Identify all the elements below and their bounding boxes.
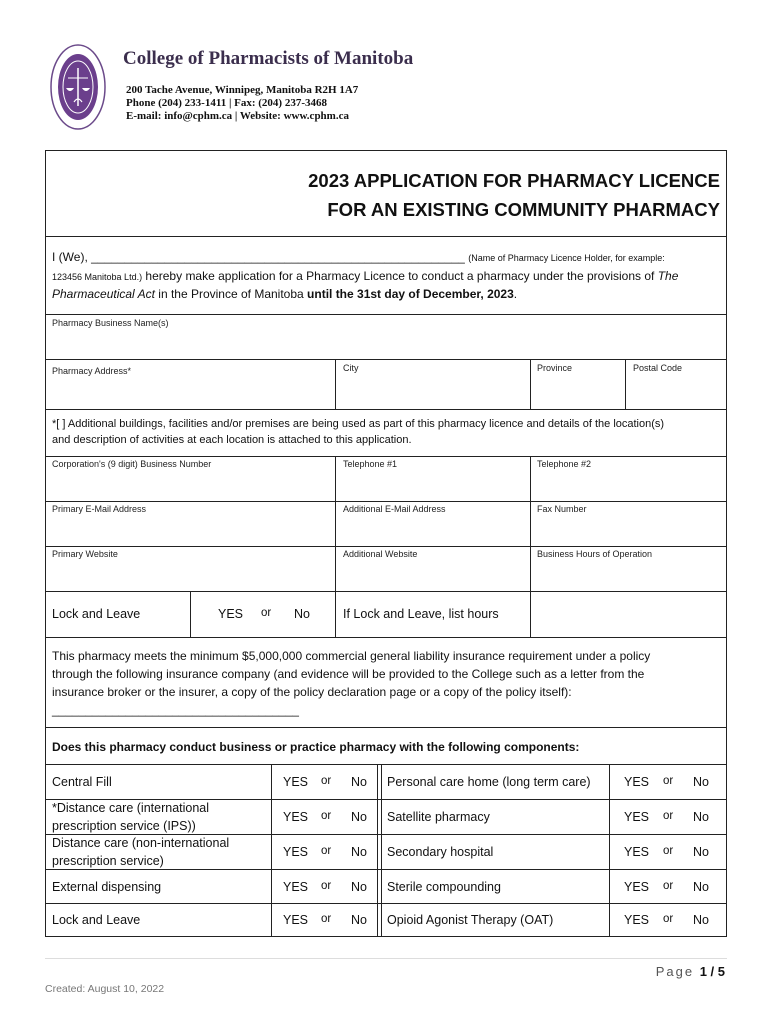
component-lock-leave-yes[interactable]: YES <box>283 913 309 927</box>
component-distance-care-ips: *Distance care (international <box>52 801 210 815</box>
secondary-hospital-no[interactable]: No <box>693 845 709 859</box>
insurance-line3: insurance broker or the insurer, a copy of the policy declaration page or a copy of the policy itself): <box>52 685 572 699</box>
form-title-line2: FOR AN EXISTING COMMUNITY PHARMACY <box>327 199 720 220</box>
satellite-pharmacy-no[interactable]: No <box>693 810 709 824</box>
intro-line1: I (We), ________________________________________________________ (Name of Pharmacy Licence Holder, for example: <box>52 250 665 264</box>
component-external-dispensing: External dispensing <box>52 880 162 894</box>
fax-label: Fax Number <box>537 504 587 514</box>
org-address: 200 Tache Avenue, Winnipeg, Manitoba R2H 1A7 <box>126 84 359 96</box>
component-personal-care-home: Personal care home (long term care) <box>387 775 591 789</box>
component-secondary-hospital: Secondary hospital <box>387 845 494 859</box>
lock-leave-no[interactable]: No <box>294 607 310 621</box>
divider <box>45 236 727 237</box>
created-date: Created: August 10, 2022 <box>45 983 165 995</box>
lock-hours-label: If Lock and Leave, list hours <box>343 607 499 621</box>
intro-line2: 123456 Manitoba Ltd.) hereby make application for a Pharmacy Licence to conduct a pharmacy under the provisions of The <box>52 269 679 283</box>
business-hours-label: Business Hours of Operation <box>537 549 653 559</box>
address-label: Pharmacy Address* <box>52 366 132 376</box>
distance-care-non-intl-yes[interactable]: YES <box>283 845 309 859</box>
lock-leave-yes[interactable]: YES <box>218 607 244 621</box>
website1-label: Primary Website <box>52 549 118 559</box>
component-central-fill: Central Fill <box>52 775 112 789</box>
form-title-line1: 2023 APPLICATION FOR PHARMACY LICENCE <box>308 170 720 191</box>
telephone2-label: Telephone #2 <box>537 459 592 469</box>
insurance-line2: through the following insurance company (and evidence will be provided to the College such as a letter from the <box>52 667 645 681</box>
external-dispensing-yes[interactable]: YES <box>283 880 309 894</box>
college-seal <box>50 44 106 130</box>
insurance-company-field[interactable]: _____________________________________ <box>52 703 299 717</box>
secondary-hospital-yes[interactable]: YES <box>624 845 650 859</box>
intro-line3: Pharmaceutical Act in the Province of Manitoba until the 31st day of December, 2023. <box>52 287 518 301</box>
component-sterile-compounding: Sterile compounding <box>387 880 501 894</box>
oat-no[interactable]: No <box>693 913 709 927</box>
city-label: City <box>343 363 359 373</box>
province-label: Province <box>537 363 573 373</box>
lock-leave-or: or <box>261 607 272 619</box>
component-oat: Opioid Agonist Therapy (OAT) <box>387 913 554 927</box>
distance-care-ips-yes[interactable]: YES <box>283 810 309 824</box>
central-fill-no[interactable]: No <box>351 775 367 789</box>
email1-label: Primary E-Mail Address <box>52 504 147 514</box>
sterile-compounding-no[interactable]: No <box>693 880 709 894</box>
distance-care-non-intl-no[interactable]: No <box>351 845 367 859</box>
distance-care-ips-no[interactable]: No <box>351 810 367 824</box>
satellite-pharmacy-yes[interactable]: YES <box>624 810 650 824</box>
additional-premises-note: and description of activities at each location is attached to this application. <box>52 434 412 446</box>
business-name-field[interactable] <box>46 330 726 358</box>
licence-holder-field[interactable]: ________________________________________________________ <box>91 250 465 264</box>
business-name-label: Pharmacy Business Name(s) <box>52 318 169 328</box>
lock-leave-label: Lock and Leave <box>52 607 141 621</box>
component-distance-care-non-intl: Distance care (non-international <box>52 836 230 850</box>
component-satellite-pharmacy: Satellite pharmacy <box>387 810 490 824</box>
website2-label: Additional Website <box>343 549 418 559</box>
corp-number-label: Corporation's (9 digit) Business Number <box>52 459 212 469</box>
org-contact: E-mail: info@cphm.ca | Website: www.cphm.ca <box>126 110 349 122</box>
additional-premises-checkbox[interactable]: *[ ] Additional buildings, facilities and/or premises are being used as part of this pharmacy licence and details of the location(s) <box>52 418 665 430</box>
insurance-line1: This pharmacy meets the minimum $5,000,000 commercial general liability insurance requirement under a policy <box>52 649 651 663</box>
component-lock-and-leave: Lock and Leave <box>52 913 141 927</box>
central-fill-yes[interactable]: YES <box>283 775 309 789</box>
personal-care-home-yes[interactable]: YES <box>624 775 650 789</box>
component-lock-leave-no[interactable]: No <box>351 913 367 927</box>
email2-label: Additional E-Mail Address <box>343 504 446 514</box>
page-number: Page 1 / 5 <box>655 964 725 979</box>
oat-yes[interactable]: YES <box>624 913 650 927</box>
personal-care-home-no[interactable]: No <box>693 775 709 789</box>
org-phone: Phone (204) 233-1411 | Fax: (204) 237-3468 <box>126 97 328 109</box>
lock-hours-field[interactable] <box>531 592 726 636</box>
telephone1-label: Telephone #1 <box>343 459 398 469</box>
org-name: College of Pharmacists of Manitoba <box>123 48 414 69</box>
postal-code-label: Postal Code <box>633 363 683 373</box>
external-dispensing-no[interactable]: No <box>351 880 367 894</box>
components-heading: Does this pharmacy conduct business or practice pharmacy with the following components: <box>52 740 580 754</box>
footer-divider <box>45 958 727 959</box>
sterile-compounding-yes[interactable]: YES <box>624 880 650 894</box>
